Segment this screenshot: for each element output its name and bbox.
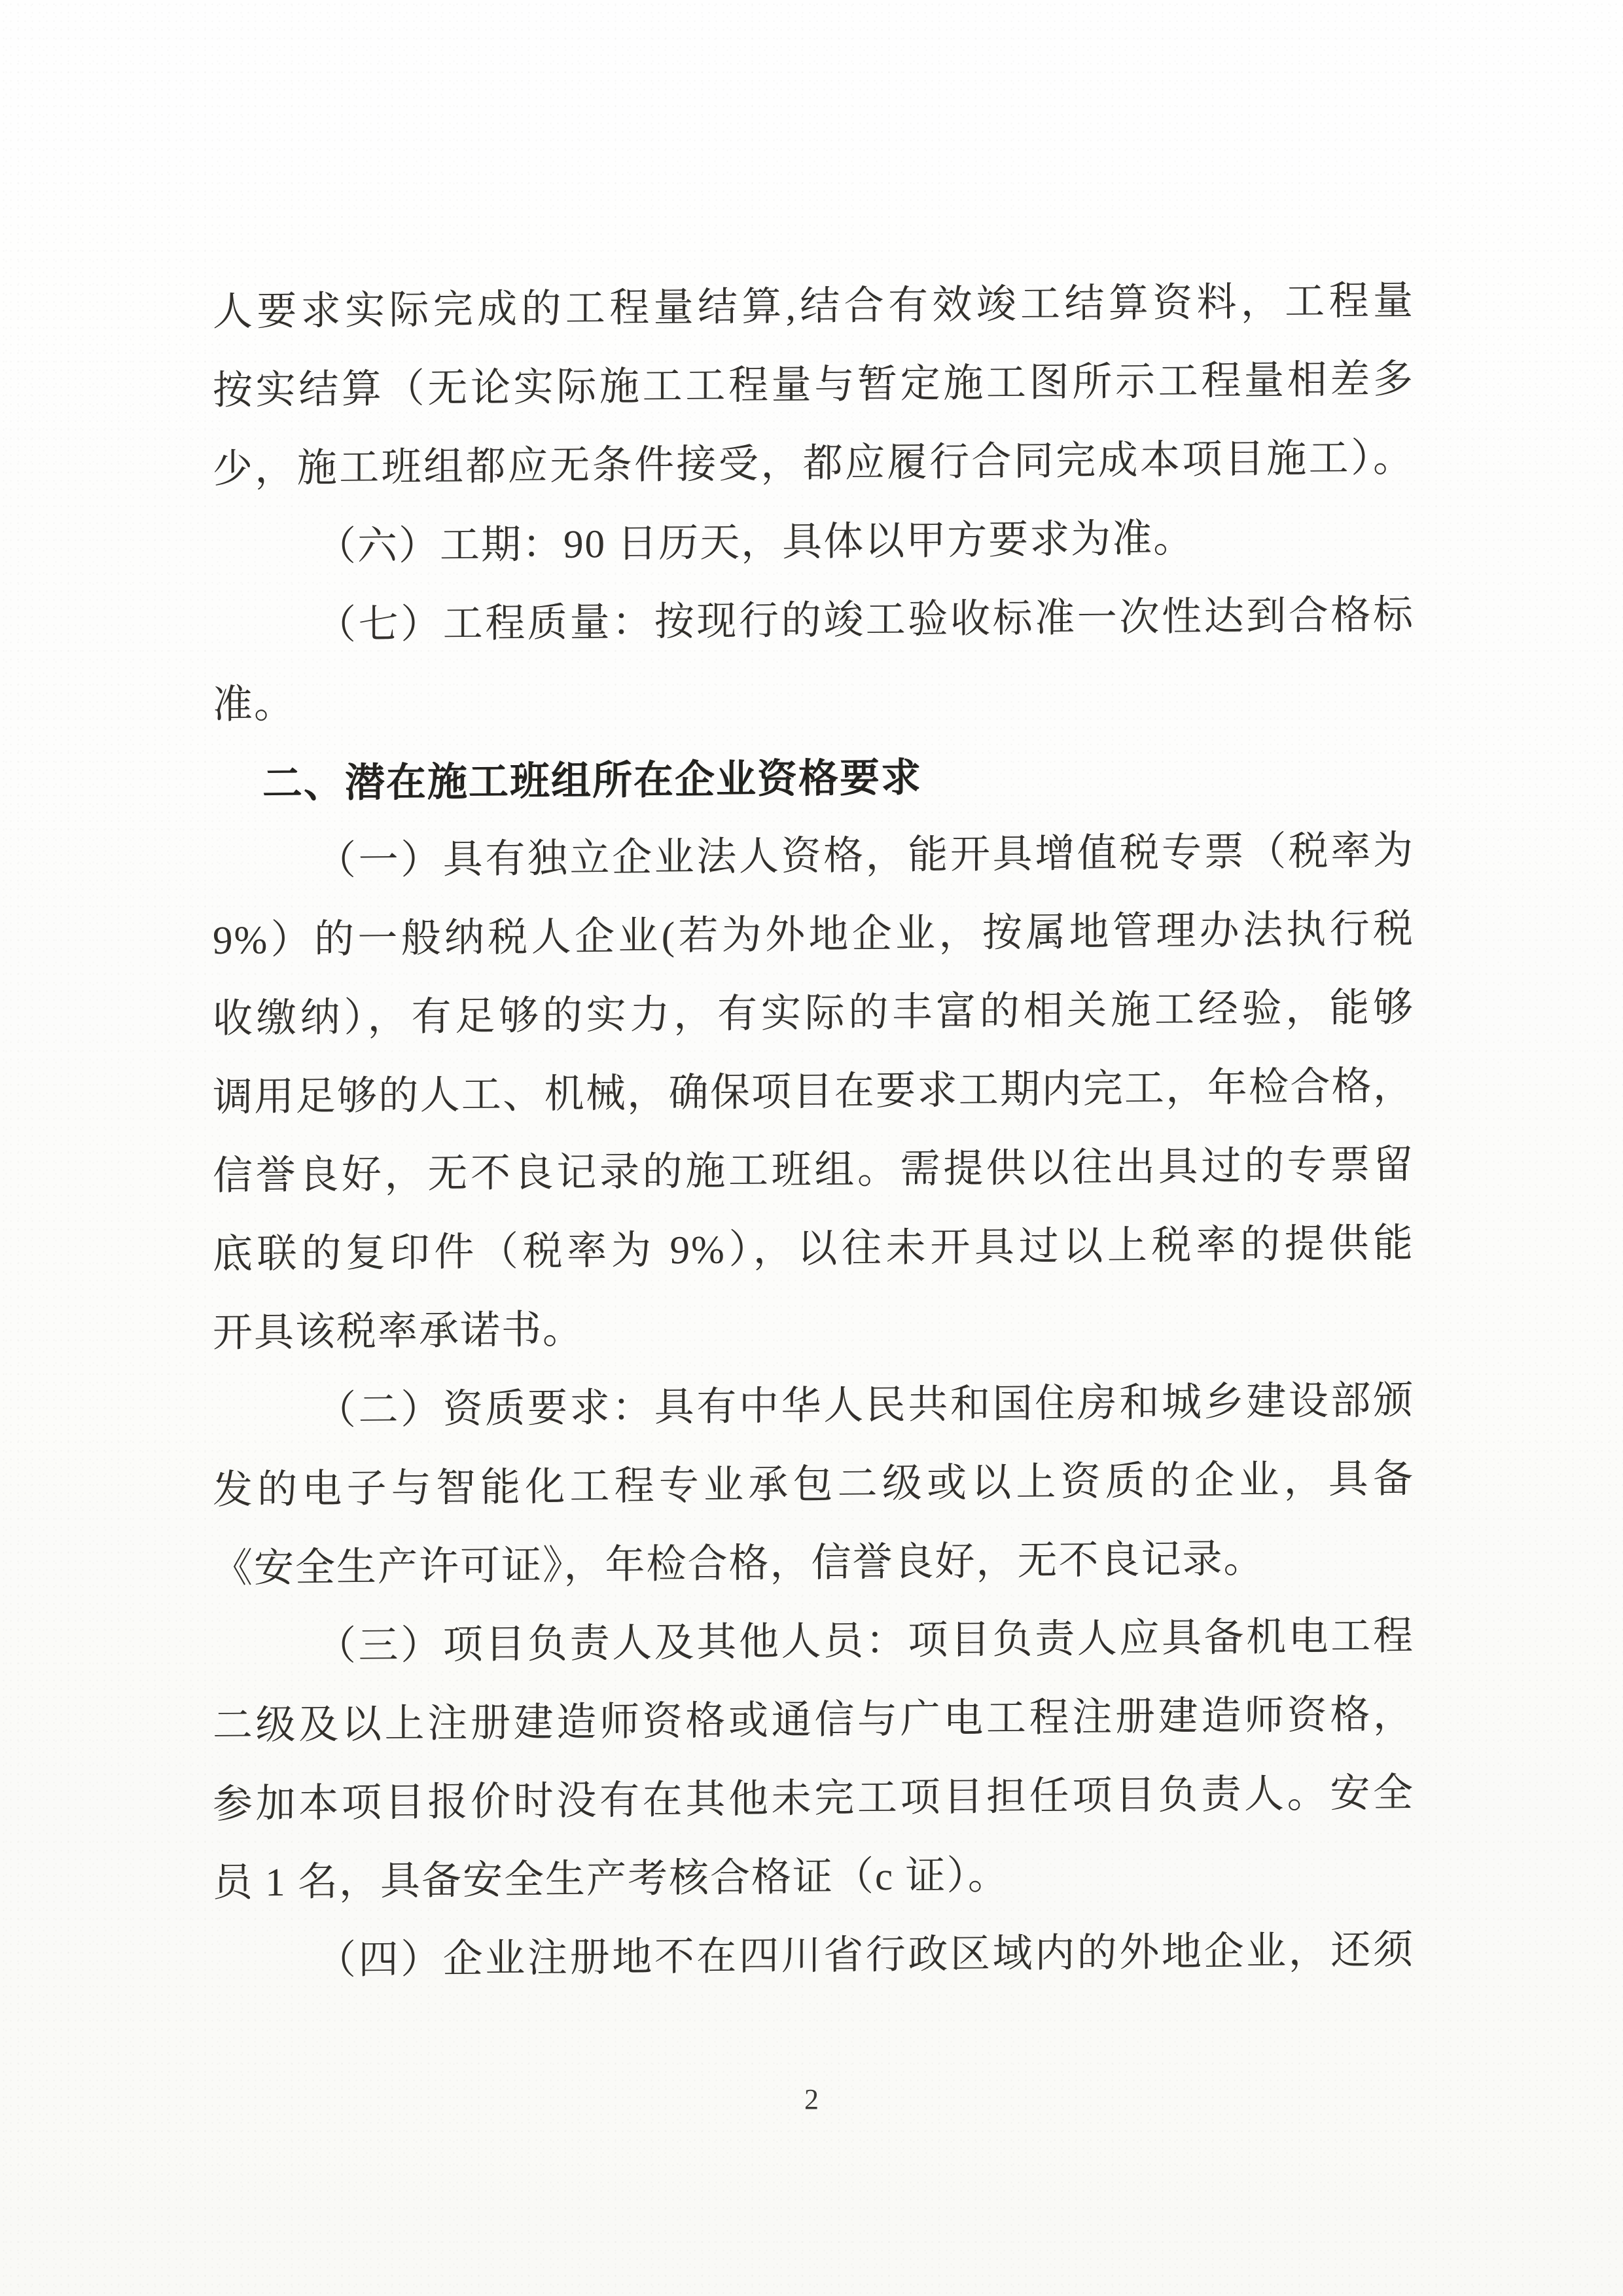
text-line: 人要求实际完成的工程量结算,结合有效竣工结算资料，工程量: [213, 279, 1414, 334]
text-line: （一）具有独立企业法人资格，能开具增值税专票（税率为: [316, 829, 1414, 884]
text-line: 底联的复印件（税率为 9%），以往未开具过以上税率的提供能: [213, 1221, 1414, 1277]
text-line: 《安全生产许可证》，年检合格，信誉良好，无不良记录。: [213, 1537, 1265, 1591]
text-line: 参加本项目报价时没有在其他未完工项目担任项目负责人。安全: [213, 1771, 1414, 1827]
text-line: 员 1 名，具备安全生产考核合格证（c 证）。: [213, 1854, 1009, 1905]
text-line: 发的电子与智能化工程专业承包二级或以上资质的企业，具备: [213, 1457, 1414, 1513]
text-line: 按实结算（无论实际施工工程量与暂定施工图所示工程量相差多: [213, 357, 1414, 413]
text-line: （三）项目负责人及其他人员：项目负责人应具备机电工程: [316, 1614, 1414, 1669]
text-line: （六）工期：90 日历天，具体以甲方要求为准。: [316, 516, 1195, 569]
text-line: 开具该税率承诺书。: [213, 1308, 584, 1355]
text-line: 准。: [213, 682, 296, 727]
text-line: 二、潜在施工班组所在企业资格要求: [262, 755, 923, 806]
text-line: 调用足够的人工、机械，确保项目在要求工期内完工，年检合格，: [213, 1064, 1414, 1120]
text-line: （二）资质要求：具有中华人民共和国住房和城乡建设部颁: [316, 1378, 1414, 1433]
text-line: 收缴纳），有足够的实力，有实际的丰富的相关施工经验，能够: [213, 986, 1414, 1041]
text-line: 少，施工班组都应无条件接受，都应履行合同完成本项目施工）。: [213, 436, 1414, 492]
text-line: （四）企业注册地不在四川省行政区域内的外地企业，还须: [316, 1928, 1414, 1983]
text-line: 二级及以上注册建造师资格或通信与广电工程注册建造师资格，: [213, 1693, 1414, 1748]
text-line: 信誉良好，无不良记录的施工班组。需提供以往出具过的专票留: [213, 1143, 1414, 1198]
text-line: （七）工程质量：按现行的竣工验收标准一次性达到合格标: [316, 593, 1414, 648]
page-number: 2: [804, 2083, 819, 2115]
body-text: [213, 262, 1414, 2001]
text-line: 9%）的一般纳税人企业(若为外地企业，按属地管理办法执行税: [213, 907, 1414, 963]
